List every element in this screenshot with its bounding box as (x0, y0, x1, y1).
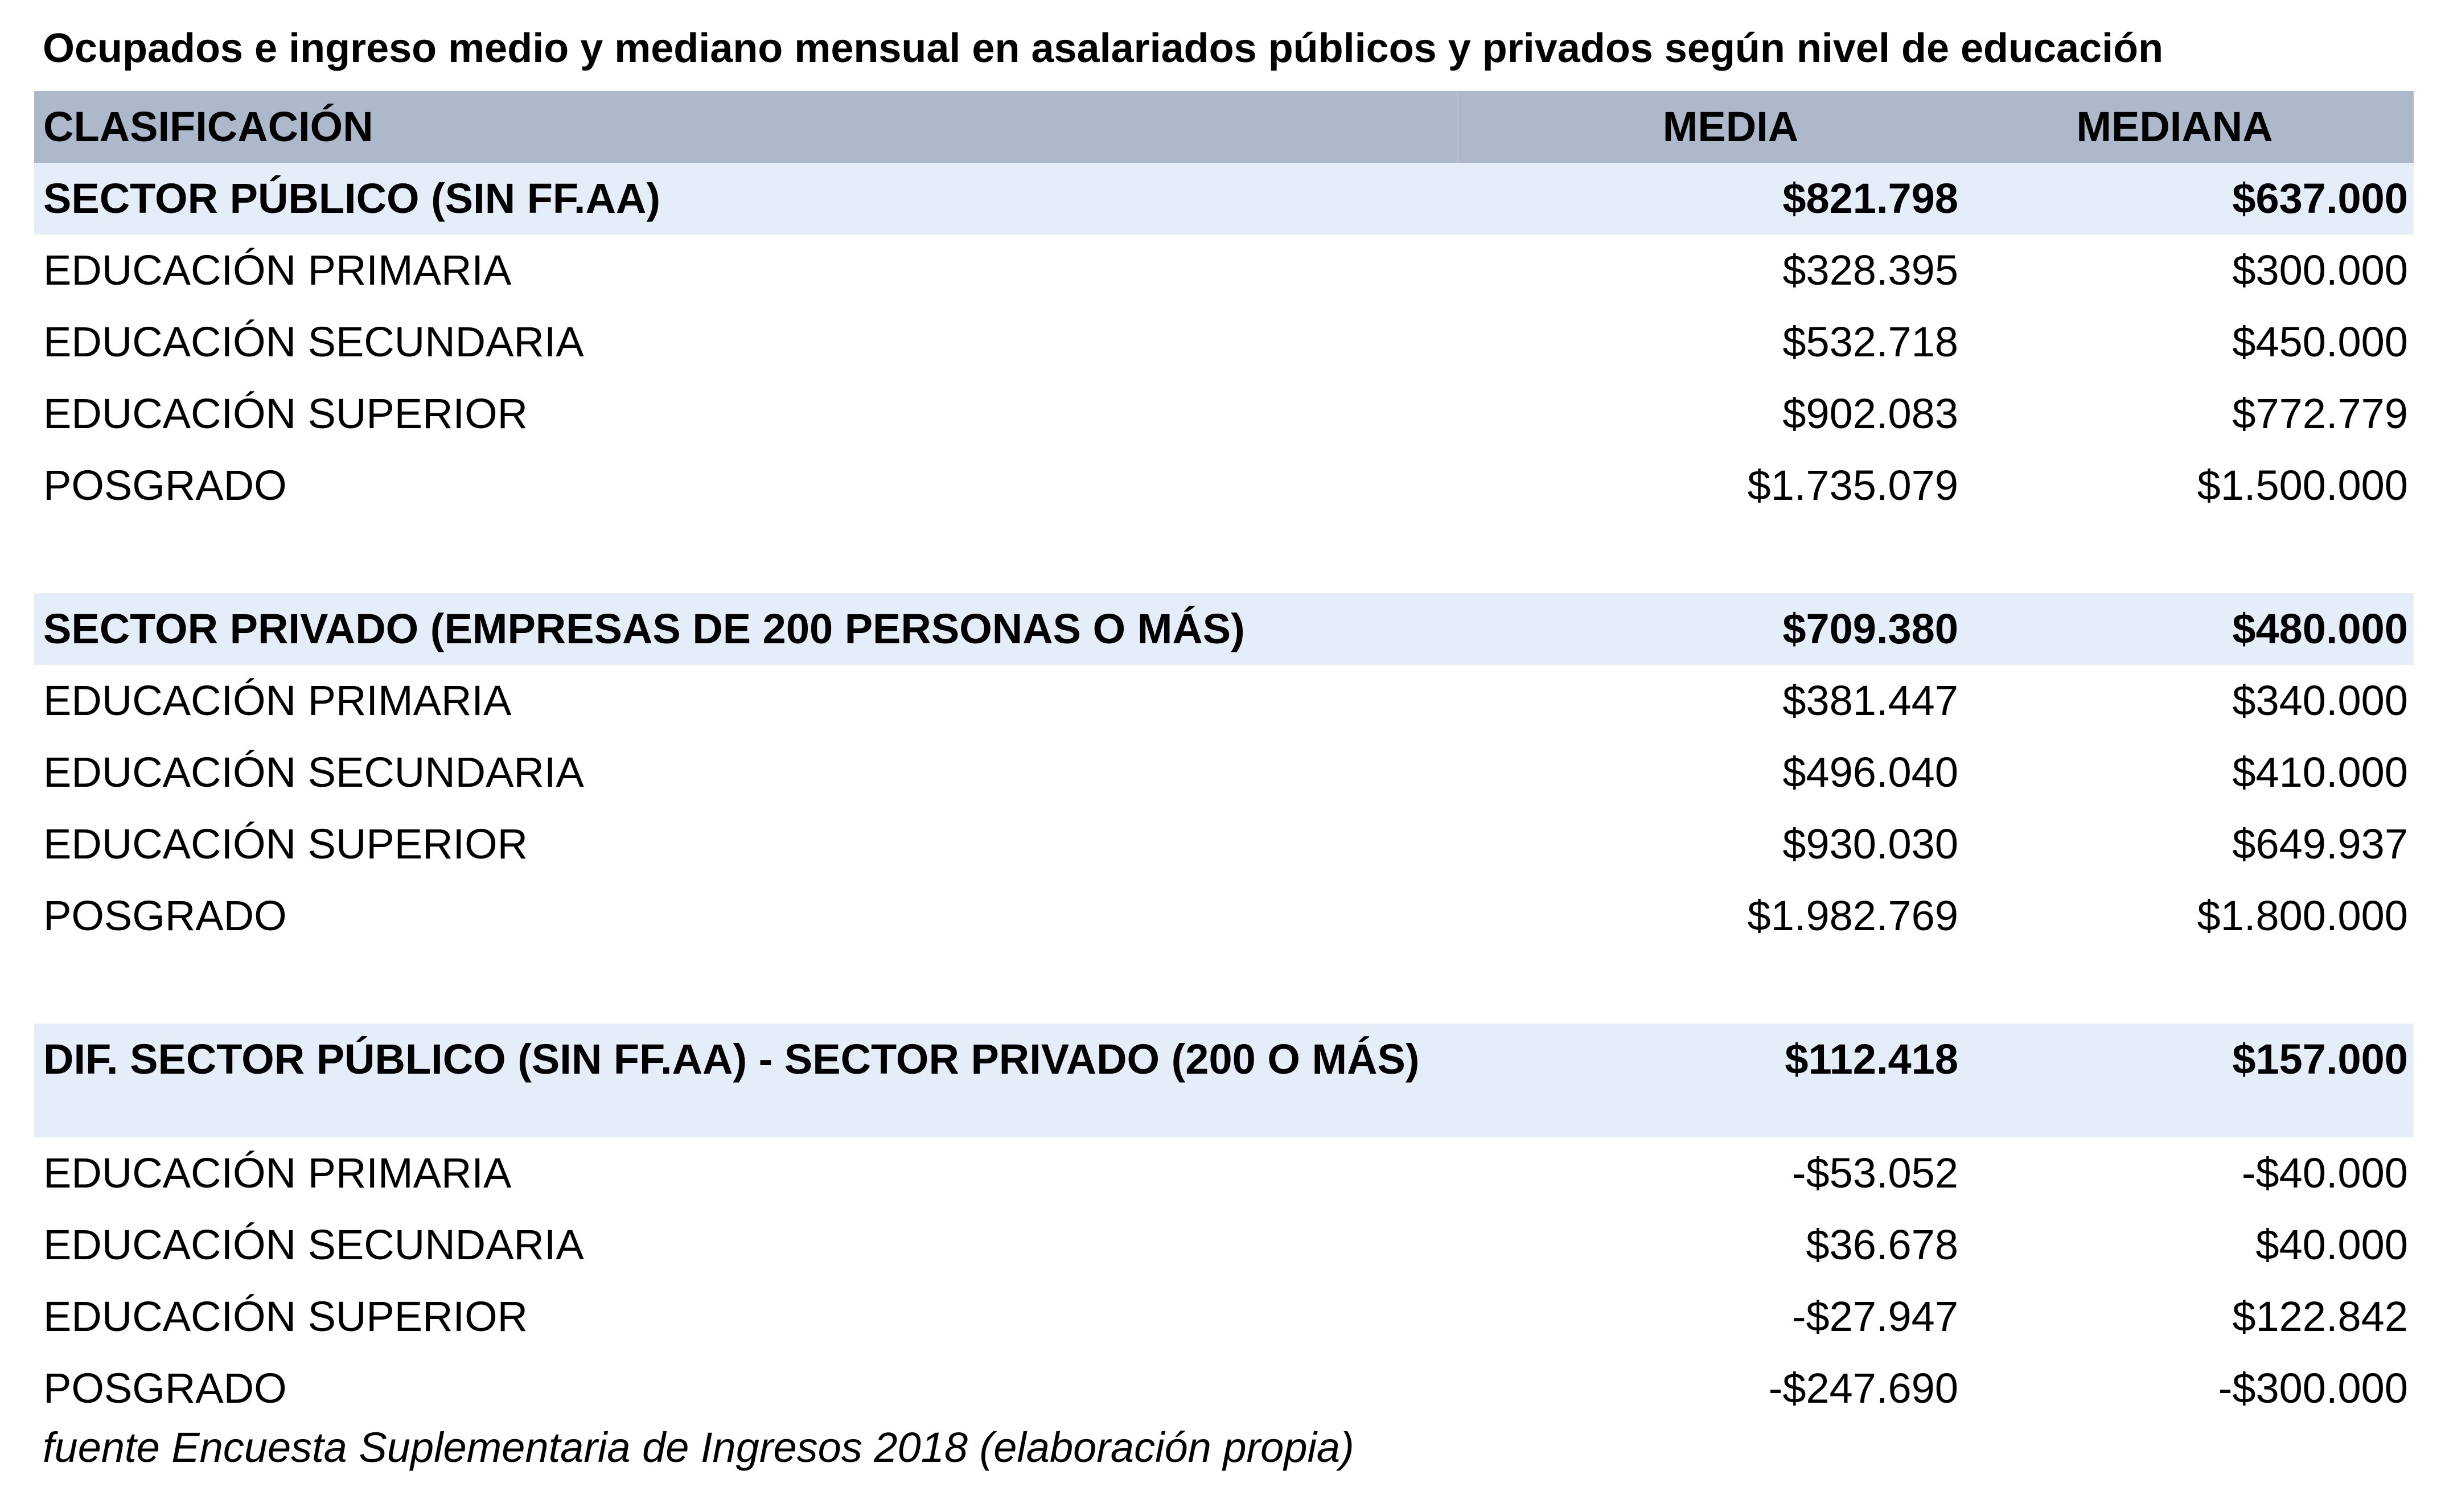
row-media-value: $328.395 (1782, 246, 1958, 294)
row-mediana-value: -$40.000 (2241, 1149, 2408, 1197)
table-row (34, 235, 2414, 306)
row-mediana-value: $40.000 (2255, 1221, 2408, 1268)
row-label: POSGRADO (43, 462, 287, 509)
row-label: EDUCACIÓN PRIMARIA (43, 246, 512, 294)
row-mediana-value: -$300.000 (2218, 1365, 2408, 1412)
table-row (34, 1137, 2414, 1209)
row-mediana-value: $410.000 (2232, 749, 2408, 796)
row-mediana-value: $122.842 (2232, 1293, 2408, 1340)
row-label: POSGRADO (43, 892, 287, 939)
section-mediana-value: $637.000 (2232, 175, 2408, 222)
section-label: SECTOR PRIVADO (EMPRESAS DE 200 PERSONAS O MÁS) (43, 605, 1245, 652)
row-media-value: $1.982.769 (1747, 892, 1958, 939)
row-media-value: $1.735.079 (1747, 462, 1958, 509)
row-media-value: -$247.690 (1768, 1365, 1958, 1412)
row-label: EDUCACIÓN SUPERIOR (43, 1293, 528, 1340)
row-label: EDUCACIÓN SECUNDARIA (43, 318, 584, 365)
section-row-public (34, 163, 2414, 235)
row-media-value: -$53.052 (1791, 1149, 1958, 1197)
table-row (34, 808, 2414, 880)
blank-row (34, 952, 2414, 1024)
row-mediana-value: $772.779 (2232, 390, 2408, 437)
section-mediana-value: $157.000 (2232, 1036, 2408, 1083)
table-row (34, 378, 2414, 450)
table-row (34, 880, 2414, 952)
column-header-classification: CLASIFICACIÓN (43, 103, 373, 150)
row-mediana-value: $649.937 (2232, 820, 2408, 868)
table-row (34, 665, 2414, 737)
section-label: SECTOR PÚBLICO (SIN FF.AA) (43, 175, 660, 222)
row-mediana-value: $340.000 (2232, 677, 2408, 724)
row-mediana-value: $300.000 (2232, 246, 2408, 294)
income-table (34, 91, 2414, 1424)
table-row (34, 306, 2414, 378)
row-label: POSGRADO (43, 1365, 287, 1412)
row-label: EDUCACIÓN SUPERIOR (43, 820, 528, 868)
column-header-media: MEDIA (1662, 103, 1799, 150)
row-media-value: $36.678 (1806, 1221, 1958, 1268)
column-header-mediana: MEDIANA (2076, 103, 2273, 150)
row-media-value: $532.718 (1782, 318, 1958, 365)
table-row (34, 1209, 2414, 1281)
section-label: DIF. SECTOR PÚBLICO (SIN FF.AA) - SECTOR PRIVADO (200 O MÁS) (43, 1036, 1420, 1083)
table-header-row (34, 91, 2414, 163)
row-mediana-value: $450.000 (2232, 318, 2408, 365)
row-mediana-value: $1.500.000 (2197, 462, 2408, 509)
row-label: EDUCACIÓN PRIMARIA (43, 677, 512, 724)
row-label: EDUCACIÓN SECUNDARIA (43, 749, 584, 796)
row-label: EDUCACIÓN SUPERIOR (43, 390, 528, 437)
section-media-value: $112.418 (1785, 1036, 1958, 1083)
section-row-difference (34, 1024, 2414, 1137)
header-divider (1457, 91, 1458, 163)
table-title: Ocupados e ingreso medio y mediano mensual en asalariados públicos y privados según nivel de educación (43, 26, 2164, 71)
row-media-value: $930.030 (1782, 820, 1958, 868)
source-note: fuente Encuesta Suplementaria de Ingresos 2018 (elaboración propia) (43, 1424, 1354, 1471)
row-media-value: $381.447 (1782, 677, 1958, 724)
section-media-value: $709.380 (1782, 605, 1958, 652)
row-mediana-value: $1.800.000 (2197, 892, 2408, 939)
table-row (34, 1281, 2414, 1353)
table-row (34, 450, 2414, 521)
section-media-value: $821.798 (1782, 175, 1958, 222)
row-media-value: -$27.947 (1791, 1293, 1958, 1340)
row-media-value: $496.040 (1782, 749, 1958, 796)
row-media-value: $902.083 (1782, 390, 1958, 437)
row-label: EDUCACIÓN SECUNDARIA (43, 1221, 584, 1268)
blank-row (34, 521, 2414, 593)
section-row-private (34, 593, 2414, 665)
row-label: EDUCACIÓN PRIMARIA (43, 1149, 512, 1197)
section-mediana-value: $480.000 (2232, 605, 2408, 652)
table-row (34, 737, 2414, 808)
